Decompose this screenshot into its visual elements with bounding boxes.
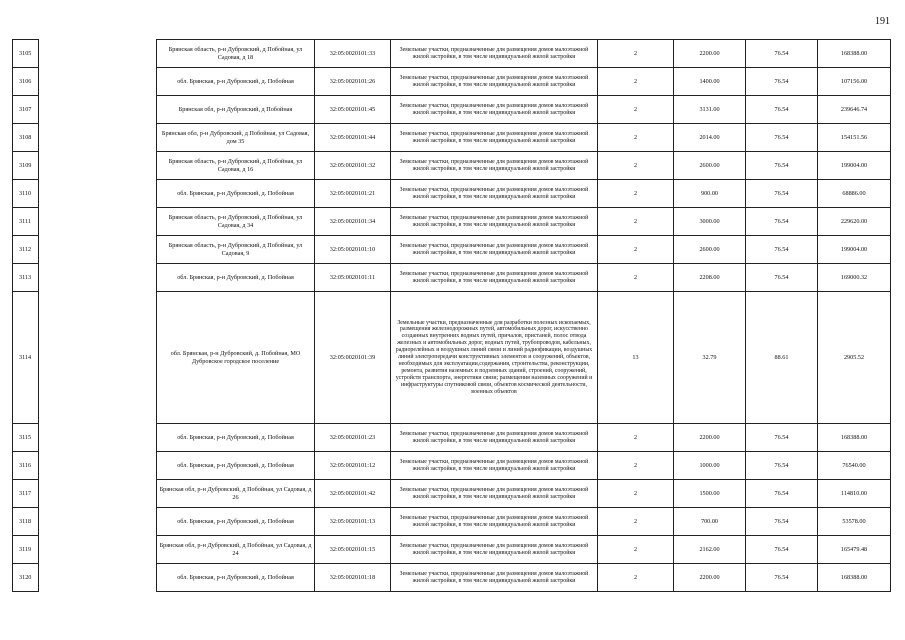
cadastral-value-cell: 168388.00 xyxy=(818,424,891,452)
group-cell: 2 xyxy=(598,264,674,292)
table-row xyxy=(13,236,891,264)
land-use-cell: Земельные участки, предназначенные для размещения домов малоэтажной жилой застройки, в том числе индивидуальной жилой застройки xyxy=(391,236,598,264)
table-row xyxy=(13,180,891,208)
cadastral-number-cell: 32:05:0020101:39 xyxy=(315,292,391,424)
rate-cell: 76.54 xyxy=(746,40,818,68)
gap-cell xyxy=(39,424,157,452)
row-number: 3110 xyxy=(13,180,39,208)
rate-cell: 76.54 xyxy=(746,236,818,264)
area-cell: 32.79 xyxy=(674,292,746,424)
area-cell: 700.00 xyxy=(674,508,746,536)
cadastral-number-cell: 32:05:0020101:13 xyxy=(315,508,391,536)
group-cell: 2 xyxy=(598,452,674,480)
cadastral-number-cell: 32:05:0020101:10 xyxy=(315,236,391,264)
cadastral-value-cell: 2905.52 xyxy=(818,292,891,424)
table-row xyxy=(13,68,891,96)
land-use-cell: Земельные участки, предназначенные для размещения домов малоэтажной жилой застройки, в том числе индивидуальной жилой застройки xyxy=(391,536,598,564)
area-cell: 1000.00 xyxy=(674,452,746,480)
cadastral-number-cell: 32:05:0020101:26 xyxy=(315,68,391,96)
land-use-cell: Земельные участки, предназначенные для размещения домов малоэтажной жилой застройки, в том числе индивидуальной жилой застройки xyxy=(391,424,598,452)
area-cell: 2200.00 xyxy=(674,564,746,592)
address-cell: обл. Брянская, р-н Дубровский, д. Побойная xyxy=(157,564,315,592)
cadastral-value-cell: 169000.32 xyxy=(818,264,891,292)
cadastral-number-cell: 32:05:0020101:15 xyxy=(315,536,391,564)
gap-cell xyxy=(39,536,157,564)
cadastral-value-cell: 154151.56 xyxy=(818,124,891,152)
cadastral-value-cell: 199004.00 xyxy=(818,152,891,180)
address-cell: обл. Брянская, р-н Дубровский, д. Побойная xyxy=(157,452,315,480)
land-use-cell: Земельные участки, предназначенные для размещения домов малоэтажной жилой застройки, в том числе индивидуальной жилой застройки xyxy=(391,480,598,508)
rate-cell: 76.54 xyxy=(746,124,818,152)
land-use-cell: Земельные участки, предназначенные для размещения домов малоэтажной жилой застройки, в том числе индивидуальной жилой застройки xyxy=(391,508,598,536)
address-cell: обл. Брянская, р-н Дубровский, д. Побойная, МО Дубровское городское поселение xyxy=(157,292,315,424)
cadastral-number-cell: 32:05:0020101:32 xyxy=(315,152,391,180)
table-row xyxy=(13,152,891,180)
rate-cell: 76.54 xyxy=(746,180,818,208)
table-row xyxy=(13,264,891,292)
area-cell: 2208.00 xyxy=(674,264,746,292)
address-cell: обл. Брянская, р-н Дубровский, д. Побойная xyxy=(157,180,315,208)
cadastral-value-table xyxy=(12,39,891,592)
table-row xyxy=(13,480,891,508)
land-use-cell: Земельные участки, предназначенные для размещения домов малоэтажной жилой застройки, в том числе индивидуальной жилой застройки xyxy=(391,152,598,180)
group-cell: 2 xyxy=(598,40,674,68)
rate-cell: 76.54 xyxy=(746,68,818,96)
group-cell: 2 xyxy=(598,68,674,96)
area-cell: 900.00 xyxy=(674,180,746,208)
rate-cell: 76.54 xyxy=(746,264,818,292)
row-number: 3116 xyxy=(13,452,39,480)
cadastral-number-cell: 32:05:0020101:33 xyxy=(315,40,391,68)
address-cell: Брянская обл, р-н Дубровский, д Побойная, ул Садовая, дом 35 xyxy=(157,124,315,152)
gap-cell xyxy=(39,508,157,536)
table-row xyxy=(13,424,891,452)
row-number: 3109 xyxy=(13,152,39,180)
table-row xyxy=(13,40,891,68)
cadastral-number-cell: 32:05:0020101:12 xyxy=(315,452,391,480)
group-cell: 2 xyxy=(598,564,674,592)
address-cell: Брянская обл, р-н Дубровский, д Побойная, ул Садовая, д 26 xyxy=(157,480,315,508)
row-number: 3120 xyxy=(13,564,39,592)
group-cell: 2 xyxy=(598,424,674,452)
row-number: 3112 xyxy=(13,236,39,264)
cadastral-value-cell: 199004.00 xyxy=(818,236,891,264)
gap-cell xyxy=(39,96,157,124)
address-cell: Брянская область, р-н Дубровский, д Побойная, ул Садовая, д 16 xyxy=(157,152,315,180)
group-cell: 2 xyxy=(598,96,674,124)
gap-cell xyxy=(39,480,157,508)
area-cell: 2200.00 xyxy=(674,424,746,452)
address-cell: обл. Брянская, р-н Дубровский, д. Побойная xyxy=(157,264,315,292)
land-use-cell: Земельные участки, предназначенные для размещения домов малоэтажной жилой застройки, в том числе индивидуальной жилой застройки xyxy=(391,452,598,480)
cadastral-value-cell: 114810.00 xyxy=(818,480,891,508)
group-cell: 2 xyxy=(598,536,674,564)
rate-cell: 76.54 xyxy=(746,96,818,124)
address-cell: обл. Брянская, р-н Дубровский, д. Побойная xyxy=(157,68,315,96)
address-cell: Брянская обл, р-н Дубровский, д Побойная, ул Садовая, д 24 xyxy=(157,536,315,564)
row-number: 3119 xyxy=(13,536,39,564)
table-body xyxy=(13,40,891,592)
cadastral-number-cell: 32:05:0020101:23 xyxy=(315,424,391,452)
land-use-cell: Земельные участки, предназначенные для размещения домов малоэтажной жилой застройки, в том числе индивидуальной жилой застройки xyxy=(391,264,598,292)
cadastral-number-cell: 32:05:0020101:34 xyxy=(315,208,391,236)
gap-cell xyxy=(39,564,157,592)
group-cell: 2 xyxy=(598,508,674,536)
land-use-cell: Земельные участки, предназначенные для размещения домов малоэтажной жилой застройки, в том числе индивидуальной жилой застройки xyxy=(391,68,598,96)
table-row xyxy=(13,96,891,124)
cadastral-value-cell: 107156.00 xyxy=(818,68,891,96)
rate-cell: 76.54 xyxy=(746,152,818,180)
area-cell: 2600.00 xyxy=(674,236,746,264)
group-cell: 2 xyxy=(598,124,674,152)
rate-cell: 76.54 xyxy=(746,508,818,536)
row-number: 3118 xyxy=(13,508,39,536)
address-cell: Брянская область, р-н Дубровский, д Побойная, ул Садовая, д 18 xyxy=(157,40,315,68)
address-cell: Брянская область, р-н Дубровский, д Побойная, ул Садовая, 9 xyxy=(157,236,315,264)
area-cell: 2600.00 xyxy=(674,152,746,180)
cadastral-number-cell: 32:05:0020101:11 xyxy=(315,264,391,292)
row-number: 3108 xyxy=(13,124,39,152)
address-cell: Брянская область, р-н Дубровский, д Побойная, ул Садовая, д 34 xyxy=(157,208,315,236)
row-number: 3106 xyxy=(13,68,39,96)
address-cell: Брянская обл, р-н Дубровский, д Побойная xyxy=(157,96,315,124)
cadastral-value-cell: 165479.48 xyxy=(818,536,891,564)
rate-cell: 76.54 xyxy=(746,536,818,564)
land-use-cell: Земельные участки, предназначенные для размещения домов малоэтажной жилой застройки, в том числе индивидуальной жилой застройки xyxy=(391,96,598,124)
rate-cell: 88.61 xyxy=(746,292,818,424)
cadastral-value-cell: 76540.00 xyxy=(818,452,891,480)
rate-cell: 76.54 xyxy=(746,208,818,236)
row-number: 3105 xyxy=(13,40,39,68)
group-cell: 2 xyxy=(598,208,674,236)
row-number: 3107 xyxy=(13,96,39,124)
group-cell: 2 xyxy=(598,152,674,180)
row-number: 3117 xyxy=(13,480,39,508)
cadastral-number-cell: 32:05:0020101:44 xyxy=(315,124,391,152)
gap-cell xyxy=(39,152,157,180)
rate-cell: 76.54 xyxy=(746,424,818,452)
page-number: 191 xyxy=(875,16,890,27)
rate-cell: 76.54 xyxy=(746,452,818,480)
gap-cell xyxy=(39,40,157,68)
table-row xyxy=(13,124,891,152)
cadastral-number-cell: 32:05:0020101:45 xyxy=(315,96,391,124)
group-cell: 2 xyxy=(598,236,674,264)
area-cell: 1500.00 xyxy=(674,480,746,508)
cadastral-value-cell: 53578.00 xyxy=(818,508,891,536)
land-use-cell: Земельные участки, предназначенные для разработки полезных ископаемых, размещения железнодорожных путей, автомобильных дорог, искусственно созданных внутренних водных путей, причалов, пристаней, полос отвода железных и автомобильных дорог, водных путей, трубопроводов, кабельных, радиорелейных и воздушных линий связи и линий радиофикации, воздушных линий электропередачи конструктивных элементов и сооружений, объектов, необходимых для эксплуатации,содержания, строительства, реконструкции, ремонта, развития наземных и подземных зданий, строений, сооружений, устройств транспорта, энергетики связи; размещения наземных сооружений и инфраструктуры спутниковой связи, объектов космической деятельности, военных объектов xyxy=(391,292,598,424)
row-number: 3111 xyxy=(13,208,39,236)
table-row xyxy=(13,508,891,536)
address-cell: обл. Брянская, р-н Дубровский, д. Побойная xyxy=(157,508,315,536)
table-row xyxy=(13,452,891,480)
area-cell: 1400.00 xyxy=(674,68,746,96)
land-use-cell: Земельные участки, предназначенные для размещения домов малоэтажной жилой застройки, в том числе индивидуальной жилой застройки xyxy=(391,564,598,592)
row-number: 3114 xyxy=(13,292,39,424)
row-number: 3113 xyxy=(13,264,39,292)
table-row xyxy=(13,292,891,424)
group-cell: 13 xyxy=(598,292,674,424)
cadastral-value-cell: 68886.00 xyxy=(818,180,891,208)
area-cell: 2014.00 xyxy=(674,124,746,152)
gap-cell xyxy=(39,452,157,480)
rate-cell: 76.54 xyxy=(746,564,818,592)
land-use-cell: Земельные участки, предназначенные для размещения домов малоэтажной жилой застройки, в том числе индивидуальной жилой застройки xyxy=(391,40,598,68)
gap-cell xyxy=(39,68,157,96)
cadastral-value-cell: 168388.00 xyxy=(818,40,891,68)
land-use-cell: Земельные участки, предназначенные для размещения домов малоэтажной жилой застройки, в том числе индивидуальной жилой застройки xyxy=(391,208,598,236)
area-cell: 2162.00 xyxy=(674,536,746,564)
cadastral-value-cell: 168388.00 xyxy=(818,564,891,592)
cadastral-number-cell: 32:05:0020101:42 xyxy=(315,480,391,508)
area-cell: 3131.00 xyxy=(674,96,746,124)
gap-cell xyxy=(39,124,157,152)
gap-cell xyxy=(39,208,157,236)
row-number: 3115 xyxy=(13,424,39,452)
land-use-cell: Земельные участки, предназначенные для размещения домов малоэтажной жилой застройки, в том числе индивидуальной жилой застройки xyxy=(391,124,598,152)
cadastral-number-cell: 32:05:0020101:18 xyxy=(315,564,391,592)
group-cell: 2 xyxy=(598,480,674,508)
land-use-cell: Земельные участки, предназначенные для размещения домов малоэтажной жилой застройки, в том числе индивидуальной жилой застройки xyxy=(391,180,598,208)
gap-cell xyxy=(39,236,157,264)
area-cell: 3000.00 xyxy=(674,208,746,236)
gap-cell xyxy=(39,292,157,424)
cadastral-value-cell: 239646.74 xyxy=(818,96,891,124)
group-cell: 2 xyxy=(598,180,674,208)
table-row xyxy=(13,536,891,564)
cadastral-value-cell: 229620.00 xyxy=(818,208,891,236)
rate-cell: 76.54 xyxy=(746,480,818,508)
area-cell: 2200.00 xyxy=(674,40,746,68)
gap-cell xyxy=(39,180,157,208)
address-cell: обл. Брянская, р-н Дубровский, д. Побойная xyxy=(157,424,315,452)
gap-cell xyxy=(39,264,157,292)
table-row xyxy=(13,564,891,592)
cadastral-number-cell: 32:05:0020101:21 xyxy=(315,180,391,208)
table-row xyxy=(13,208,891,236)
